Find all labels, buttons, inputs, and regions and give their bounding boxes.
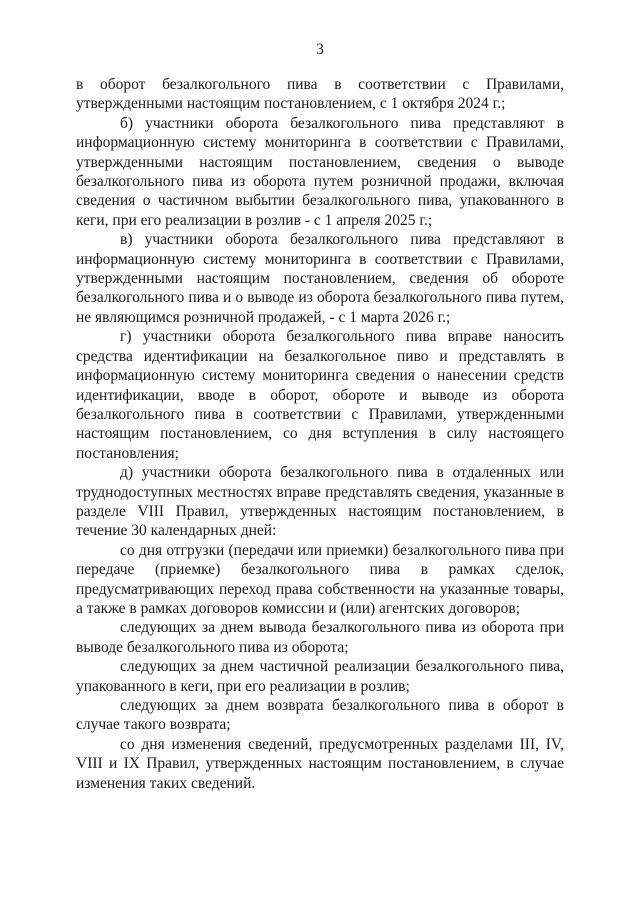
paragraph-shipment-day: со дня отгрузки (передачи или приемки) безалкогольного пива при передаче (приемке) безалкогольного пива в рамках сделок, предусматривающих переход права собственности на указанные товары, а также в рамках договоров комиссии и (или) агентских договоров;	[76, 541, 564, 617]
paragraph-continuation: в оборот безалкогольного пива в соответствии с Правилами, утвержденными настоящим постановлением, с 1 октября 2024 г.;	[76, 76, 564, 113]
page-number: 3	[316, 41, 324, 58]
paragraph-partial-sale-day: следующих за днем частичной реализации безалкогольного пива, упакованного в кеги, при его реализации в розлив;	[76, 658, 564, 695]
document-body	[76, 75, 564, 793]
paragraph-item-b: б) участники оборота безалкогольного пива представляют в информационную систему мониторинга в соответствии с Правилами, утвержденными настоящим постановлением, сведения о выводе безалкогольного пива из оборота путем розничной продажи, включая сведения о частичном выбытии безалкогольного пива, упакованного в кеги, при его реализации в розлив - с 1 апреля 2025 г.;	[76, 114, 564, 229]
paragraph-item-v: в) участники оборота безалкогольного пива представляют в информационную систему мониторинга в соответствии с Правилами, утвержденными настоящим постановлением, сведения об обороте безалкогольного пива и о выводе из оборота безалкогольного пива путем, не являющимся розничной продажей, - с 1 марта 2026 г.;	[76, 231, 564, 326]
paragraph-item-g: г) участники оборота безалкогольного пива вправе наносить средства идентификации на безалкогольное пиво и представлять в информационную систему мониторинга сведения о нанесении средств идентификации, вводе в оборот, обороте и выводе из оборота безалкогольного пива в соответствии с Правилами, утвержденными настоящим постановлением, со дня вступления в силу настоящего постановления;	[76, 328, 564, 462]
paragraph-item-d: д) участники оборота безалкогольного пива в отдаленных или труднодоступных местностях вправе представлять сведения, указанные в разделе VIII Правил, утвержденных настоящим постановлением, в течение 30 календарных дней:	[76, 464, 564, 540]
paragraph-withdrawal-day: следующих за днем вывода безалкогольного пива из оборота при выводе безалкогольного пива из оборота;	[76, 619, 564, 656]
paragraph-return-day: следующих за днем возврата безалкогольного пива в оборот в случае такого возврата;	[76, 697, 564, 734]
paragraph-change-day: со дня изменения сведений, предусмотренных разделами III, IV, VIII и IX Правил, утвержденных настоящим постановлением, в случае изменения таких сведений.	[76, 735, 564, 792]
